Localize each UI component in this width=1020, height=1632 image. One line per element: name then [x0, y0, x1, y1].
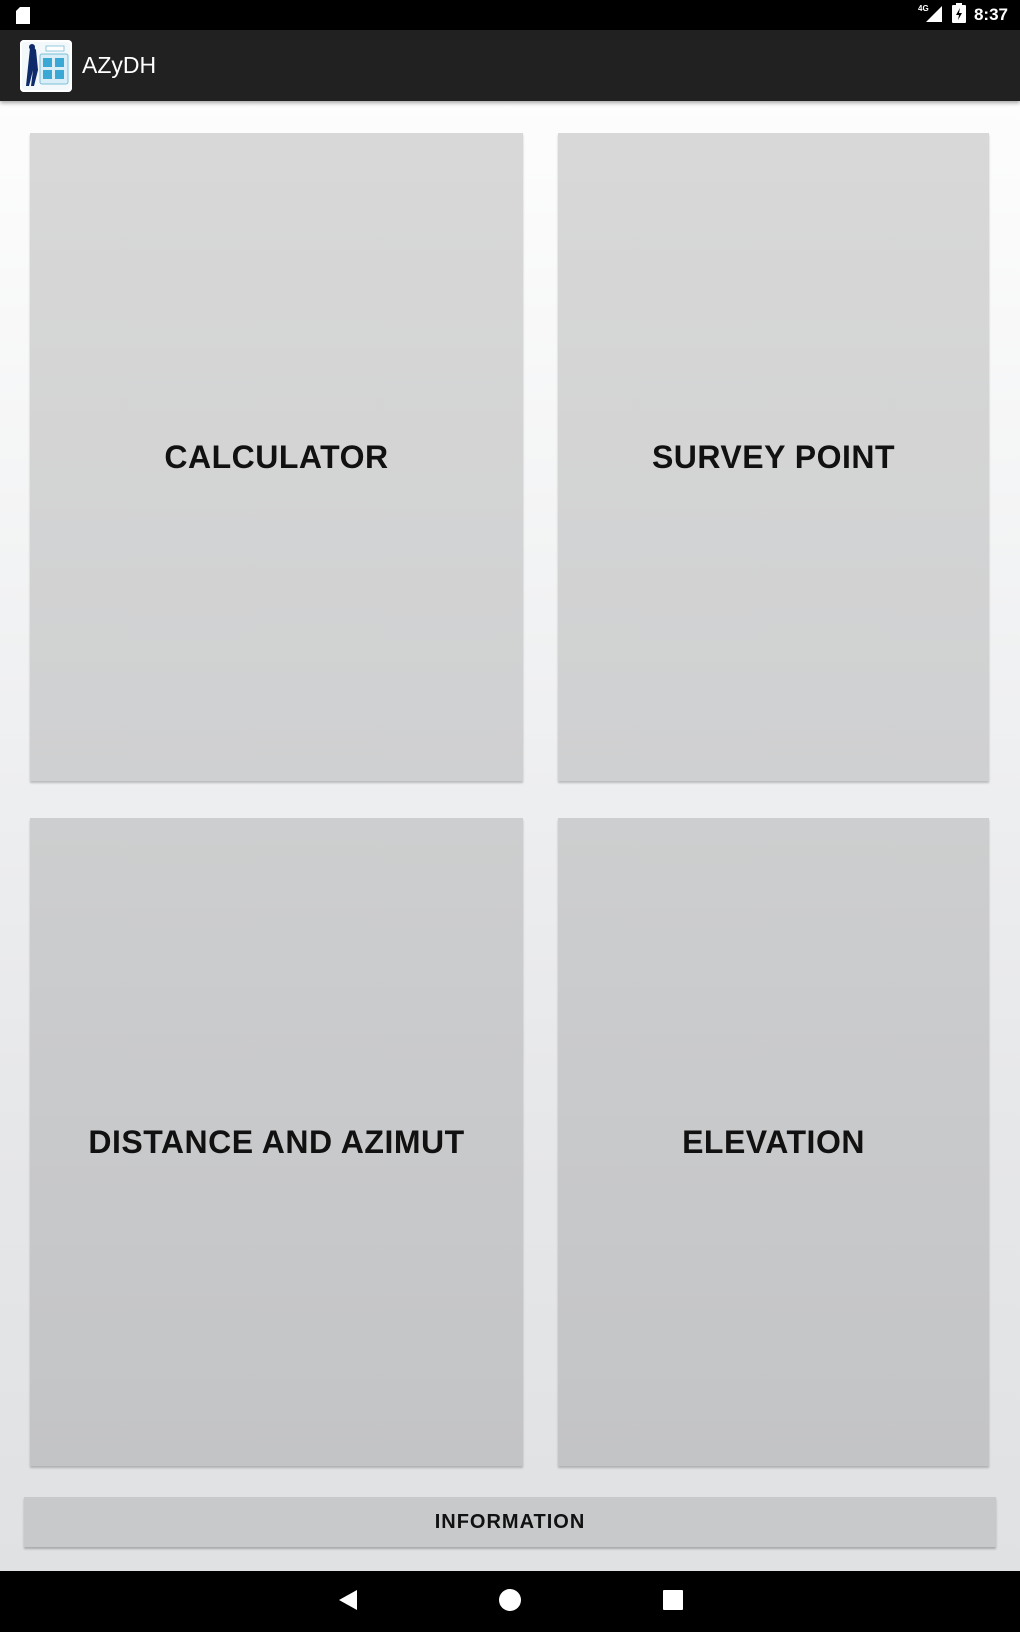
- cellular-signal-icon: [918, 3, 944, 27]
- back-button[interactable]: [308, 1571, 388, 1632]
- information-button[interactable]: [24, 1497, 996, 1547]
- battery-charging-icon: [952, 3, 966, 27]
- calculator-button[interactable]: [30, 133, 523, 781]
- survey-point-button[interactable]: [558, 133, 989, 781]
- recents-button[interactable]: [633, 1571, 713, 1632]
- home-button[interactable]: [470, 1571, 550, 1632]
- elevation-label: ELEVATION: [682, 1123, 865, 1160]
- distance-and-azimut-label: DISTANCE AND AZIMUT: [88, 1123, 465, 1160]
- information-label: INFORMATION: [434, 1510, 586, 1533]
- recents-icon: [662, 1589, 684, 1615]
- navigation-bar: [0, 1571, 1020, 1632]
- svg-text:4G: 4G: [917, 4, 929, 13]
- distance-and-azimut-button[interactable]: [30, 818, 523, 1466]
- elevation-button[interactable]: [558, 818, 989, 1466]
- app-title: AZyDH: [82, 52, 157, 78]
- survey-point-label: SURVEY POINT: [651, 438, 896, 475]
- status-icons: [918, 0, 1008, 30]
- calculator-label: CALCULATOR: [164, 438, 389, 475]
- app-logo-icon: [20, 40, 72, 92]
- status-clock: 8:37: [973, 5, 1008, 24]
- app-bar: [0, 30, 1020, 101]
- status-bar: [0, 0, 1020, 30]
- sd-card-icon: [16, 7, 30, 28]
- home-icon: [498, 1588, 522, 1616]
- main-menu: [0, 101, 1020, 1571]
- back-icon: [337, 1588, 359, 1616]
